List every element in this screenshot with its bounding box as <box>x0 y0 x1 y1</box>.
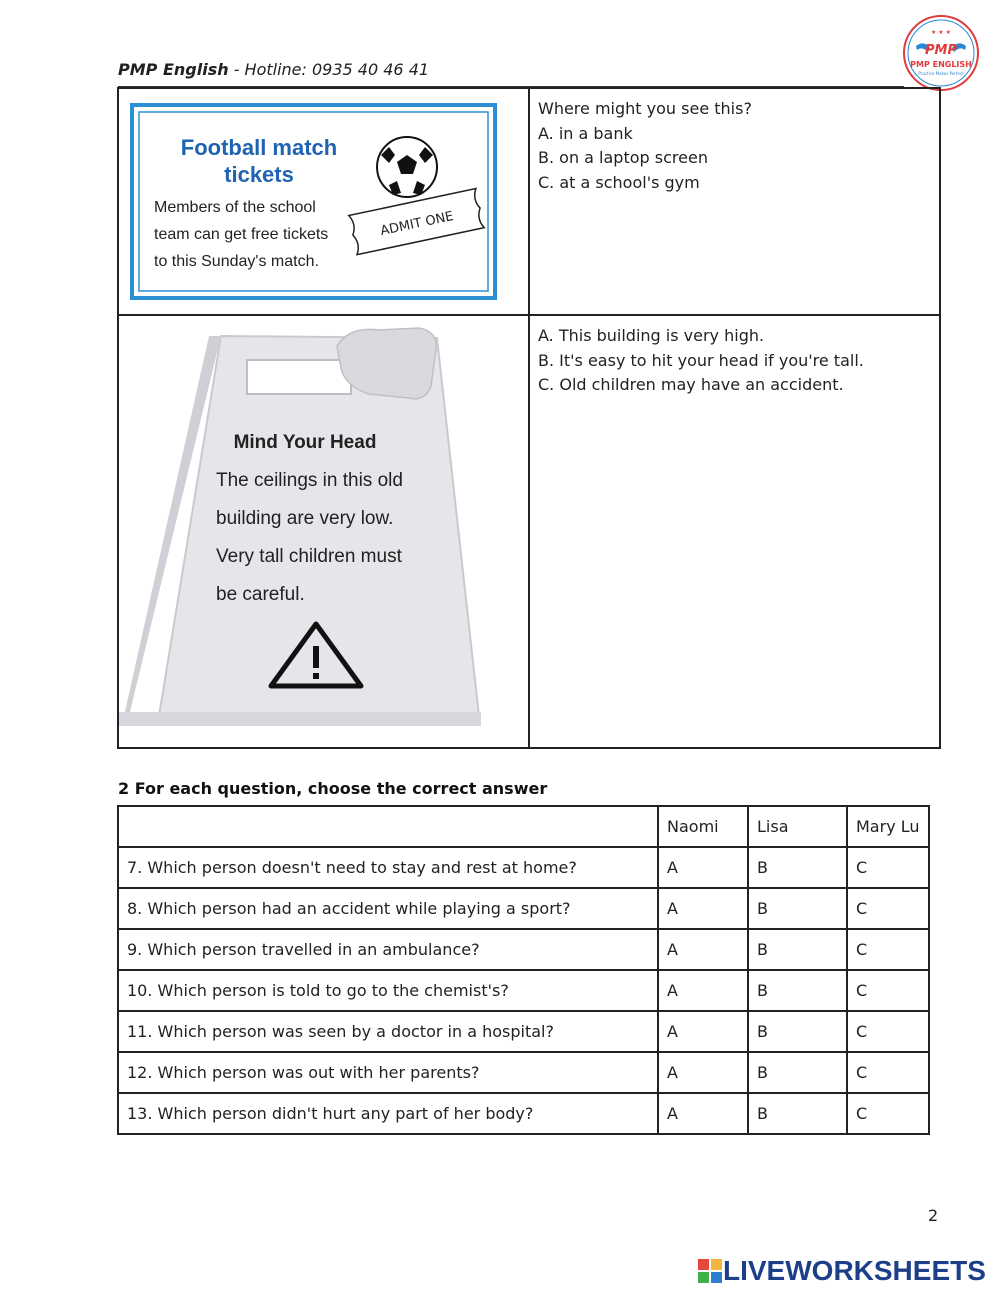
option-b[interactable]: B. on a laptop screen <box>538 148 708 167</box>
answer-a[interactable]: A <box>658 929 748 970</box>
question-10: 10. Which person is told to go to the chemist's? <box>118 970 658 1011</box>
sign2-line-2: building are very low. <box>216 508 394 529</box>
signs-table <box>117 87 941 749</box>
answer-a[interactable]: A <box>658 888 748 929</box>
sign1-line-3: to this Sunday's match. <box>154 253 319 270</box>
football-icon <box>377 137 437 197</box>
question-cell-2 <box>529 315 940 748</box>
sign-row-1 <box>118 88 940 315</box>
brand-name: PMP English <box>118 60 229 79</box>
option-a[interactable]: A. This building is very high. <box>538 326 765 345</box>
answer-a[interactable]: A <box>658 1052 748 1093</box>
header-empty-cell <box>118 806 658 847</box>
answer-c[interactable]: C <box>847 929 929 970</box>
table-row <box>118 970 929 1011</box>
option-c[interactable]: C. at a school's gym <box>538 172 700 192</box>
logo-name: PMP ENGLISH <box>910 60 972 69</box>
liveworksheets-icon <box>697 1258 723 1284</box>
answer-b[interactable]: B <box>748 1011 847 1052</box>
sign2-line-3: Very tall children must <box>216 546 402 567</box>
page-number: 2 <box>928 1206 939 1225</box>
table-row <box>118 1052 929 1093</box>
question-text: Where might you see this? <box>538 99 752 118</box>
answer-c[interactable]: C <box>847 847 929 888</box>
question-8: 8. Which person had an accident while playing a sport? <box>118 888 658 929</box>
sign2-line-1: The ceilings in this old <box>216 470 403 491</box>
svg-text:★ ★ ★: ★ ★ ★ <box>931 29 951 36</box>
answer-a[interactable]: A <box>658 1093 748 1134</box>
answer-b[interactable]: B <box>748 1052 847 1093</box>
table-row <box>118 1011 929 1052</box>
answer-b[interactable]: B <box>748 970 847 1011</box>
answer-b[interactable]: B <box>748 888 847 929</box>
option-a[interactable]: A. in a bank <box>538 123 633 143</box>
option-b[interactable]: B. It's easy to hit your head if you're tall. <box>538 350 864 370</box>
logo-letters: PMP <box>925 43 957 58</box>
col-header-naomi: Naomi <box>658 806 748 847</box>
table-row <box>118 847 929 888</box>
question-13: 13. Which person didn't hurt any part of her body? <box>118 1093 658 1134</box>
answer-a[interactable]: A <box>658 1011 748 1052</box>
question-11: 11. Which person was seen by a doctor in a hospital? <box>118 1011 658 1052</box>
answer-a[interactable]: A <box>658 847 748 888</box>
logo-slogan: Practice Makes Perfect <box>918 71 964 76</box>
question-12: 12. Which person was out with her parents? <box>118 1052 658 1093</box>
answer-b[interactable]: B <box>748 1093 847 1134</box>
sign1-title-2: tickets <box>224 162 294 187</box>
answer-b[interactable]: B <box>748 847 847 888</box>
answer-c[interactable]: C <box>847 1011 929 1052</box>
mind-your-head-sign <box>119 316 528 747</box>
liveworksheets-wordmark: LIVEWORKSHEETS <box>723 1255 986 1286</box>
sign1-title-1: Football match <box>180 135 338 160</box>
pmp-logo <box>902 14 980 92</box>
header-text <box>118 60 429 79</box>
answer-c[interactable]: C <box>847 1093 929 1134</box>
sign2-line-4: be careful. <box>216 584 305 605</box>
sign-image-cell <box>118 88 529 315</box>
ticket-text: ADMIT ONE <box>379 208 455 240</box>
table-row <box>118 929 929 970</box>
answer-c[interactable]: C <box>847 888 929 929</box>
table-row <box>118 888 929 929</box>
answer-b[interactable]: B <box>748 929 847 970</box>
question-cell-1 <box>529 88 940 315</box>
option-c[interactable]: C. Old children may have an accident. <box>538 375 844 394</box>
sign1-line-2: team can get free tickets <box>154 226 329 243</box>
liveworksheets-logo <box>697 1255 986 1287</box>
col-header-lisa: Lisa <box>748 806 847 847</box>
answer-header-row <box>118 806 929 847</box>
col-header-mary-lu: Mary Lu <box>847 806 929 847</box>
question-7: 7. Which person doesn't need to stay and rest at home? <box>118 847 658 888</box>
question-9: 9. Which person travelled in an ambulance? <box>118 929 658 970</box>
section-2-title: 2 For each question, choose the correct answer <box>118 779 548 798</box>
answer-c[interactable]: C <box>847 970 929 1011</box>
sign-image-cell <box>118 315 529 748</box>
hotline: - Hotline: 0935 40 46 41 <box>228 60 430 79</box>
answer-c[interactable]: C <box>847 1052 929 1093</box>
answer-a[interactable]: A <box>658 970 748 1011</box>
sign1-line-1: Members of the school <box>154 199 316 216</box>
answer-table <box>117 805 930 1135</box>
football-ticket-sign <box>119 89 528 314</box>
sign2-title: Mind Your Head <box>233 432 377 453</box>
table-row <box>118 1093 929 1134</box>
sign-row-2 <box>118 315 940 748</box>
